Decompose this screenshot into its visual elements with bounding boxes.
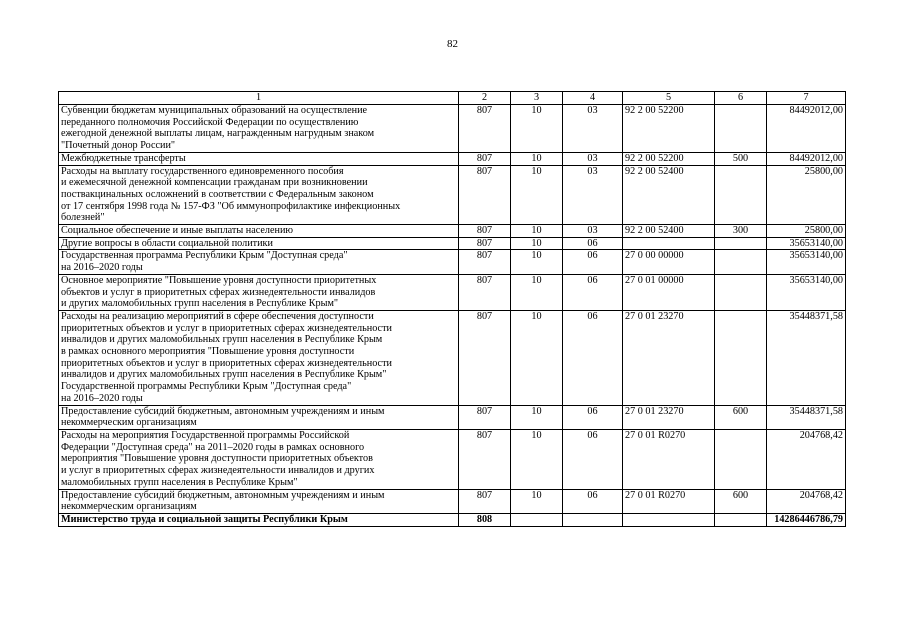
section-cell: 10 bbox=[511, 250, 563, 274]
expense-type-cell bbox=[715, 250, 767, 274]
subsection-cell: 03 bbox=[563, 225, 623, 238]
target-article-cell: 27 0 01 R0270 bbox=[623, 489, 715, 513]
table-row bbox=[59, 152, 846, 165]
admin-code-cell: 807 bbox=[459, 152, 511, 165]
amount-cell: 204768,42 bbox=[767, 429, 846, 489]
section-cell: 10 bbox=[511, 225, 563, 238]
row-name-cell: Расходы на выплату государственного единовременного пособия и ежемесячной денежной компенсации гражданам при возникновении поствакцинальных осложнений в соответствии с Федеральным законом от 17 сентября 1998 года № 157-ФЗ "Об иммунопрофилактике инфекционных болезней" bbox=[59, 165, 459, 225]
table-row bbox=[59, 429, 846, 489]
row-name-cell: Предоставление субсидий бюджетным, автономным учреждениям и иным некоммерческим организациям bbox=[59, 405, 459, 429]
row-name-cell: Предоставление субсидий бюджетным, автономным учреждениям и иным некоммерческим организациям bbox=[59, 489, 459, 513]
row-name-cell: Расходы на реализацию мероприятий в сфере обеспечения доступности приоритетных объектов и услуг в приоритетных сферах жизнедеятельности инвалидов и других маломобильных групп населения в Республике Крым в рамках основного мероприятия "Повышение уровня доступности приоритетных объектов и услуг в приоритетных сферах жизнедеятельности инвалидов и других маломобильных групп населения в Республике Крым" Государственной программы Республики Крым "Доступная среда" на 2016–2020 годы bbox=[59, 310, 459, 405]
subsection-cell: 03 bbox=[563, 105, 623, 153]
table-row bbox=[59, 250, 846, 274]
amount-cell: 35448371,58 bbox=[767, 405, 846, 429]
table-row bbox=[59, 225, 846, 238]
table-row bbox=[59, 513, 846, 526]
subsection-cell: 06 bbox=[563, 489, 623, 513]
subsection-cell: 06 bbox=[563, 429, 623, 489]
amount-cell: 35448371,58 bbox=[767, 310, 846, 405]
target-article-cell: 27 0 01 23270 bbox=[623, 405, 715, 429]
admin-code-cell: 807 bbox=[459, 405, 511, 429]
target-article-cell: 27 0 01 00000 bbox=[623, 274, 715, 310]
admin-code-cell: 807 bbox=[459, 225, 511, 238]
expense-type-cell: 600 bbox=[715, 405, 767, 429]
section-cell: 10 bbox=[511, 165, 563, 225]
table-header bbox=[59, 92, 846, 105]
section-cell: 10 bbox=[511, 429, 563, 489]
amount-cell: 25800,00 bbox=[767, 225, 846, 238]
header-row bbox=[59, 92, 846, 105]
page-number: 82 bbox=[447, 38, 458, 50]
row-name-cell: Субвенции бюджетам муниципальных образований на осуществление переданного полномочия Российской Федерации по осуществлению ежегодной денежной выплаты лицам, награжденным нагрудным знаком "Почетный донор России" bbox=[59, 105, 459, 153]
row-name-cell: Социальное обеспечение и иные выплаты населению bbox=[59, 225, 459, 238]
section-cell bbox=[511, 513, 563, 526]
row-name-cell: Основное мероприятие "Повышение уровня доступности приоритетных объектов и услуг в приоритетных сферах жизнедеятельности инвалидов и других маломобильных групп населения в Республике Крым" bbox=[59, 274, 459, 310]
row-name-cell: Расходы на мероприятия Государственной программы Российской Федерации "Доступная среда" на 2011–2020 годы в рамках основного мероприятия "Повышение уровня доступности приоритетных объектов и услуг в приоритетных сферах жизнедеятельности инвалидов и других маломобильных групп населения в Республике Крым" bbox=[59, 429, 459, 489]
admin-code-cell: 807 bbox=[459, 237, 511, 250]
section-cell: 10 bbox=[511, 310, 563, 405]
amount-cell: 35653140,00 bbox=[767, 274, 846, 310]
budget-table bbox=[58, 91, 846, 527]
admin-code-cell: 807 bbox=[459, 429, 511, 489]
subsection-cell: 06 bbox=[563, 274, 623, 310]
target-article-cell: 27 0 00 00000 bbox=[623, 250, 715, 274]
section-cell: 10 bbox=[511, 405, 563, 429]
row-name-cell: Межбюджетные трансферты bbox=[59, 152, 459, 165]
header-cell-5: 5 bbox=[623, 92, 715, 105]
header-cell-1: 1 bbox=[59, 92, 459, 105]
admin-code-cell: 807 bbox=[459, 165, 511, 225]
admin-code-cell: 807 bbox=[459, 250, 511, 274]
expense-type-cell: 300 bbox=[715, 225, 767, 238]
row-name-cell: Государственная программа Республики Крым "Доступная среда" на 2016–2020 годы bbox=[59, 250, 459, 274]
expense-type-cell bbox=[715, 310, 767, 405]
target-article-cell: 92 2 00 52400 bbox=[623, 225, 715, 238]
admin-code-cell: 808 bbox=[459, 513, 511, 526]
section-cell: 10 bbox=[511, 105, 563, 153]
amount-cell: 35653140,00 bbox=[767, 237, 846, 250]
header-cell-6: 6 bbox=[715, 92, 767, 105]
expense-type-cell: 600 bbox=[715, 489, 767, 513]
expense-type-cell bbox=[715, 105, 767, 153]
amount-cell: 35653140,00 bbox=[767, 250, 846, 274]
admin-code-cell: 807 bbox=[459, 310, 511, 405]
admin-code-cell: 807 bbox=[459, 489, 511, 513]
subsection-cell: 06 bbox=[563, 250, 623, 274]
table-body bbox=[59, 105, 846, 527]
section-cell: 10 bbox=[511, 489, 563, 513]
expense-type-cell bbox=[715, 274, 767, 310]
amount-cell: 25800,00 bbox=[767, 165, 846, 225]
subsection-cell: 06 bbox=[563, 237, 623, 250]
expense-type-cell bbox=[715, 513, 767, 526]
expense-type-cell bbox=[715, 165, 767, 225]
table-row bbox=[59, 405, 846, 429]
amount-cell: 84492012,00 bbox=[767, 105, 846, 153]
table-row bbox=[59, 105, 846, 153]
amount-cell: 204768,42 bbox=[767, 489, 846, 513]
row-name-cell: Министерство труда и социальной защиты Республики Крым bbox=[59, 513, 459, 526]
section-cell: 10 bbox=[511, 152, 563, 165]
table-row bbox=[59, 165, 846, 225]
expense-type-cell: 500 bbox=[715, 152, 767, 165]
subsection-cell bbox=[563, 513, 623, 526]
header-cell-2: 2 bbox=[459, 92, 511, 105]
expense-type-cell bbox=[715, 429, 767, 489]
section-cell: 10 bbox=[511, 237, 563, 250]
target-article-cell bbox=[623, 513, 715, 526]
section-cell: 10 bbox=[511, 274, 563, 310]
subsection-cell: 03 bbox=[563, 152, 623, 165]
target-article-cell: 92 2 00 52200 bbox=[623, 152, 715, 165]
target-article-cell: 92 2 00 52400 bbox=[623, 165, 715, 225]
target-article-cell: 27 0 01 23270 bbox=[623, 310, 715, 405]
row-name-cell: Другие вопросы в области социальной политики bbox=[59, 237, 459, 250]
admin-code-cell: 807 bbox=[459, 274, 511, 310]
amount-cell: 14286446786,79 bbox=[767, 513, 846, 526]
subsection-cell: 06 bbox=[563, 405, 623, 429]
target-article-cell bbox=[623, 237, 715, 250]
header-cell-3: 3 bbox=[511, 92, 563, 105]
amount-cell: 84492012,00 bbox=[767, 152, 846, 165]
table-row bbox=[59, 274, 846, 310]
header-cell-7: 7 bbox=[767, 92, 846, 105]
target-article-cell: 27 0 01 R0270 bbox=[623, 429, 715, 489]
subsection-cell: 03 bbox=[563, 165, 623, 225]
table-row bbox=[59, 489, 846, 513]
table-row bbox=[59, 310, 846, 405]
subsection-cell: 06 bbox=[563, 310, 623, 405]
expense-type-cell bbox=[715, 237, 767, 250]
table-row bbox=[59, 237, 846, 250]
admin-code-cell: 807 bbox=[459, 105, 511, 153]
target-article-cell: 92 2 00 52200 bbox=[623, 105, 715, 153]
header-cell-4: 4 bbox=[563, 92, 623, 105]
